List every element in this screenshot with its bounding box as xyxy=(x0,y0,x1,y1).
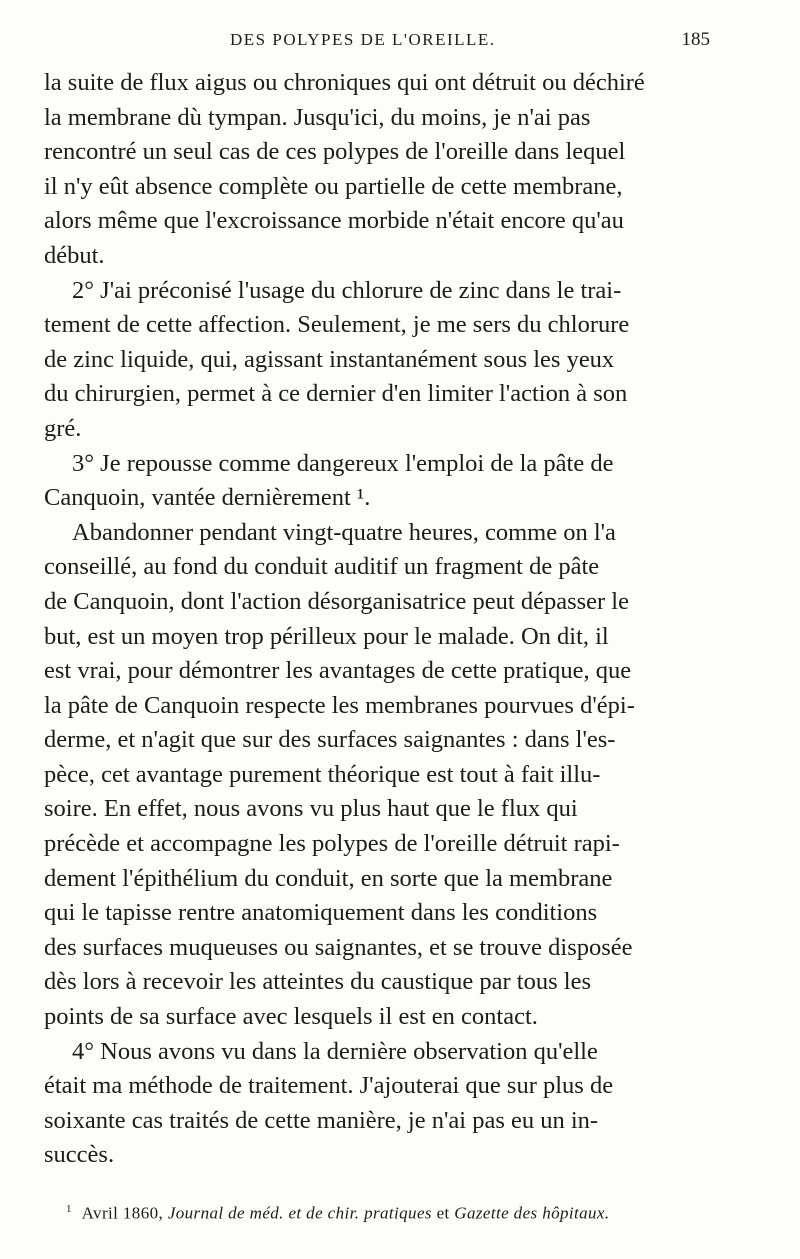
footnote-date: Avril 1860, xyxy=(81,1203,164,1223)
paragraph-continuation: la suite de flux aigus ou chroniques qui ont détruit ou déchiré la membrane dù tympan. Jusqu'ici, du moins, je n'ai pas rencontré un seul cas de ces polypes de l'oreille dans lequel il n'y eût absence complète ou partielle de cette membrane, alors même que l'excroissance morbide n'était encore qu'au début. xyxy=(44,69,645,269)
page-header xyxy=(230,30,710,58)
paragraph-point-2: 2° J'ai préconisé l'usage du chlorure de zinc dans le trai- tement de cette affection. Seulement, je me sers du chlorure de zinc liquide, qui, agissant instantanément sous les yeux du chirurgien, permet à ce dernier d'en limiter l'action à son gré. xyxy=(44,276,630,442)
footnote-conjunction: et xyxy=(436,1203,450,1223)
paragraph-point-3: 3° Je repousse comme dangereux l'emploi de la pâte de Canquoin, vantée dernièrement ¹. xyxy=(44,449,614,512)
footnote-gazette: Gazette des hôpitaux. xyxy=(454,1203,610,1223)
paragraph-canquoin-discussion: Abandonner pendant vingt-quatre heures, comme on l'a conseillé, au fond du conduit auditif un fragment de pâte de Canquoin, dont l'action désorganisatrice peut dépasser le but, est un moyen trop périlleux pour le malade. On dit, il est vrai, pour démontrer les avantages de cette pratique, que la pâte de Canquoin respecte les membranes pourvues d'épi- derme, et n'agit que sur des surfaces saignantes : dans l'es- pèce, cet avantage purement théorique est tout à fait illu- soire. En effet, nous avons vu plus haut que le flux qui précède et accompagne les polypes de l'oreille détruit rapi- dement l'épithélium du conduit, en sorte que la membrane qui le tapisse rentre anatomiquement dans les conditions des surfaces muqueuses ou saignantes, et se trouve disposée dès lors à recevoir les atteintes du caustique par tous les points de sa surface avec lesquels il est en contact. xyxy=(44,518,635,1031)
running-title: DES POLYPES DE L'OREILLE. xyxy=(230,30,496,49)
footnote-marker: 1 xyxy=(66,1203,72,1215)
body-text xyxy=(44,66,704,1173)
page-number: 185 xyxy=(681,29,710,50)
paragraph-point-4: 4° Nous avons vu dans la dernière observation qu'elle était ma méthode de traitement. J'ajouterai que sur plus de soixante cas traités de cette manière, je n'ai pas eu un in- succès. xyxy=(44,1037,614,1169)
footnote xyxy=(66,1198,726,1225)
footnote-journal: Journal de méd. et de chir. pratiques xyxy=(167,1203,432,1223)
